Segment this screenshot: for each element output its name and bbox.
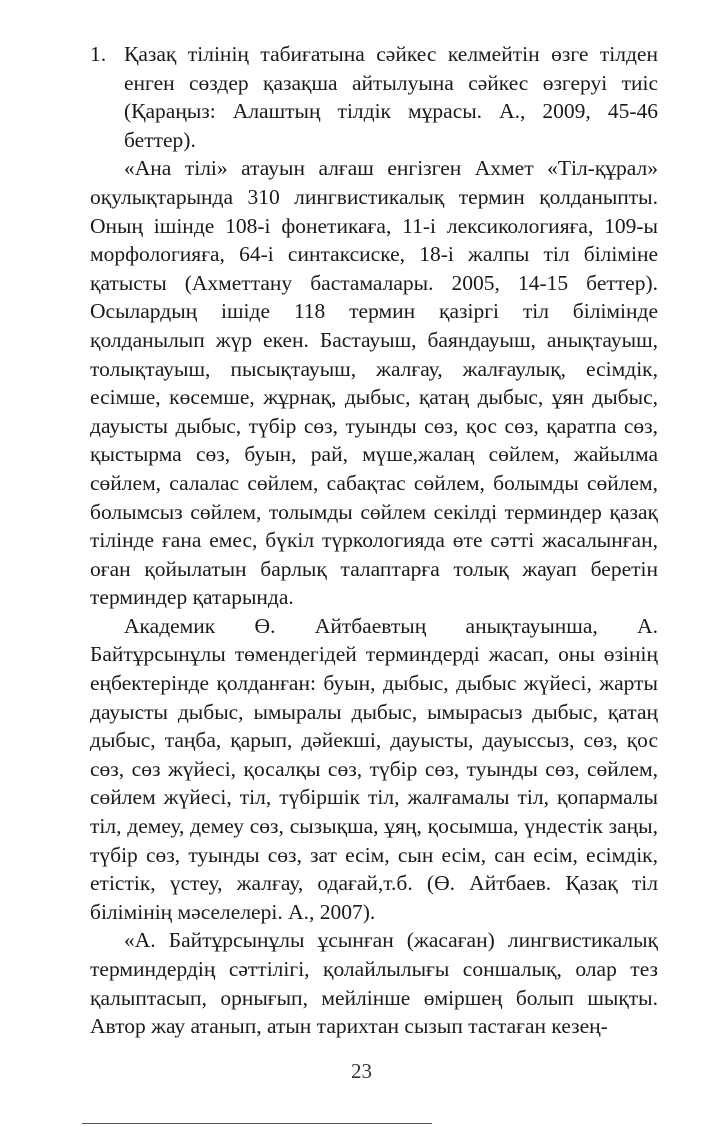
- bottom-rule: [82, 1123, 432, 1124]
- list-item: [90, 40, 658, 154]
- page-body: [90, 40, 658, 1041]
- paragraph-baitursynuly: «А. Байтұрсынұлы ұсынған (жасаған) лингвистикалық терминдердің сәттілігі, қолайлылығы соншалық, олар тез қалыптасып, орнығып, мейлінше өміршең болып шықты. Автор жау атанып, атын тарихтан сызып тастаған кезең-: [90, 928, 658, 1039]
- list-item-number: 1.: [90, 42, 107, 66]
- page-number: 23: [351, 1059, 372, 1083]
- paragraph-aitbaev: Академик Ө. Айтбаевтың анықтауынша, А. Байтұрсынұлы төмендегідей терминдерді жасап, оны өзінің еңбектерінде қолданған: буын, дыбыс, дыбыс жүйесі, жарты дауысты дыбыс, ымыралы дыбыс, ымырасыз дыбыс, қатаң дыбыс, таңба, қарып, дәйекші, дауысты, дауыссыз, сөз, қос сөз, сөз жүйесі, қосалқы сөз, түбір сөз, туынды сөз, сөйлем, сөйлем жүйесі, тіл, түбіршік тіл, жалғамалы тіл, қопармалы тіл, демеу, демеу сөз, сызықша, ұяң, қосымша, үндестік заңы, түбір сөз, туынды сөз, зат есім, сын есім, сан есім, есімдік, етістік, үстеу, жалғау, одағай,т.б. (Ө. Айтбаев. Қазақ тіл білімінің мәселелері. А., 2007).: [90, 613, 658, 924]
- list-item-text: Қазақ тілінің табиғатына сәйкес келмейтін өзге тілден енген сөздер қазақша айтылуына сәйкес өзгеруі тиіс (Қараңыз: Алаштың тілдік мұрасы. А., 2009, 45-46 беттер).: [124, 42, 658, 152]
- paragraph-ana-tili: «Ана тілі» атауын алғаш енгізген Ахмет «Тіл-құрал» оқулықтарында 310 лингвистикалық термин қолданыпты. Оның ішінде 108-і фонетикаға, 11-і лексикологияға, 109-ы морфологияға, 64-і синтаксиске, 18-і жалпы тіл біліміне қатысты (Ахметтану бастамалары. 2005, 14-15 беттер). Осылардың ішіде 118 термин қазіргі тіл білімінде қолданылып жүр екен. Бастауыш, баяндауыш, анықтауыш, толықтауыш, пысықтауыш, жалғау, жалғаулық, есімдік, есімше, көсемше, жұрнақ, дыбыс, қатаң дыбыс, ұян дыбыс, дауысты дыбыс, түбір сөз, туынды сөз, қос сөз, қаратпа сөз, қыстырма сөз, буын, рай, мүше,жалаң сөйлем, жайылма сөйлем, салалас сөйлем, сабақтас сөйлем, болымды сөйлем, болымсыз сөйлем, толымды сөйлем секілді терминдер қазақ тілінде ғана емес, бүкіл түркологияда өте сәтті жасалынған, оған қойылатын барлық талаптарға толық жауап беретін терминдер қатарында.: [90, 156, 658, 610]
